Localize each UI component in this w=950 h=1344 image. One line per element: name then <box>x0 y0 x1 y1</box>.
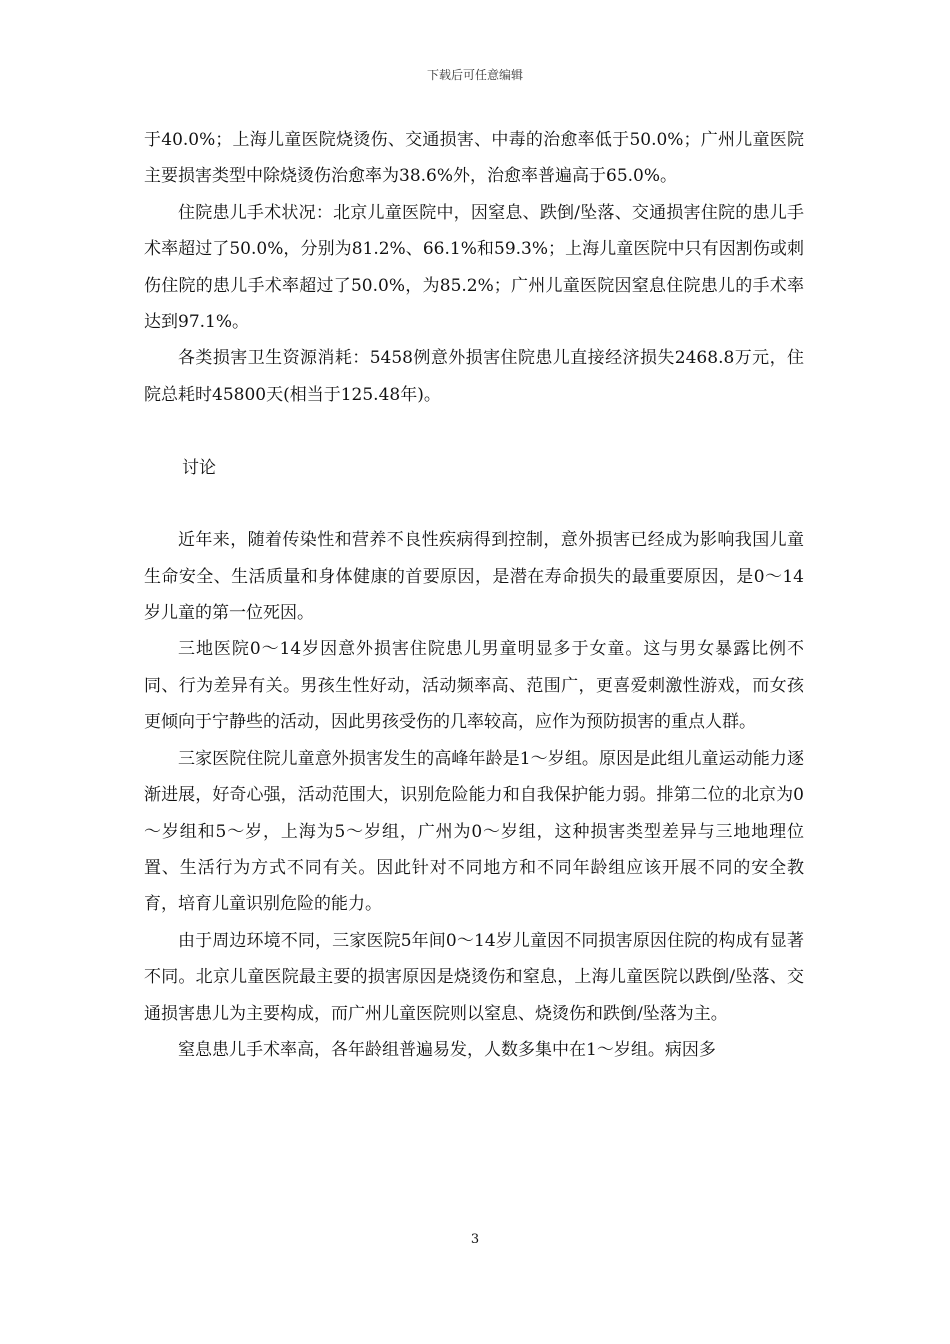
paragraph-discussion-5: 窒息患儿手术率高，各年龄组普遍易发，人数多集中在1～岁组。病因多 <box>178 1039 716 1060</box>
paragraph-discussion-2: 三地医院0～14岁因意外损害住院患儿男童明显多于女童。这与男女暴露比例不同、行为差异有关。男孩生性好动，活动频率高、范围广，更喜爱刺激性游戏，而女孩更倾向于宁静些的活动，因此男孩受伤的几率较高，应作为预防损害的重点人群。 <box>144 639 804 733</box>
paragraph-cure-rates: 于40.0%；上海儿童医院烧烫伤、交通损害、中毒的治愈率低于50.0%；广州儿童医院主要损害类型中除烧烫伤治愈率为38.6%外，治愈率普遍高于65.0%。 <box>144 130 804 187</box>
section-heading-discussion: 讨论 <box>182 457 216 478</box>
page-header: 下载后可任意编辑 <box>426 68 523 82</box>
paragraph-resource-consumption: 各类损害卫生资源消耗：5458例意外损害住院患儿直接经济损失2468.8万元，住院总耗时45800天(相当于125.48年)。 <box>144 348 804 405</box>
paragraph-discussion-1: 近年来，随着传染性和营养不良性疾病得到控制，意外损害已经成为影响我国儿童生命安全、生活质量和身体健康的首要原因，是潜在寿命损失的最重要原因，是0～14岁儿童的第一位死因。 <box>144 530 804 624</box>
paragraph-surgery-status: 住院患儿手术状况：北京儿童医院中，因窒息、跌倒/坠落、交通损害住院的患儿手术率超过了50.0%，分别为81.2%、66.1%和59.3%；上海儿童医院中只有因割伤或刺伤住院的患儿手术率超过了50.0%，为85.2%；广州儿童医院因窒息住院患儿的手术率达到97.1%。 <box>144 202 804 333</box>
paragraph-discussion-4: 由于周边环境不同，三家医院5年间0～14岁儿童因不同损害原因住院的构成有显著不同。北京儿童医院最主要的损害原因是烧烫伤和窒息，上海儿童医院以跌倒/坠落、交通损害患儿为主要构成，而广州儿童医院则以窒息、烧烫伤和跌倒/坠落为主。 <box>144 930 804 1024</box>
document-body <box>144 122 804 1068</box>
paragraph-discussion-3: 三家医院住院儿童意外损害发生的高峰年龄是1～岁组。原因是此组儿童运动能力逐渐进展，好奇心强，活动范围大，识别危险能力和自我保护能力弱。排第二位的北京为0～岁组和5～岁，上海为5～岁组，广州为0～岁组，这种损害类型差异与三地地理位置、生活行为方式不同有关。因此针对不同地方和不同年龄组应该开展不同的安全教育，培育儿童识别危险的能力。 <box>144 748 804 915</box>
page-number: 3 <box>470 1232 480 1247</box>
